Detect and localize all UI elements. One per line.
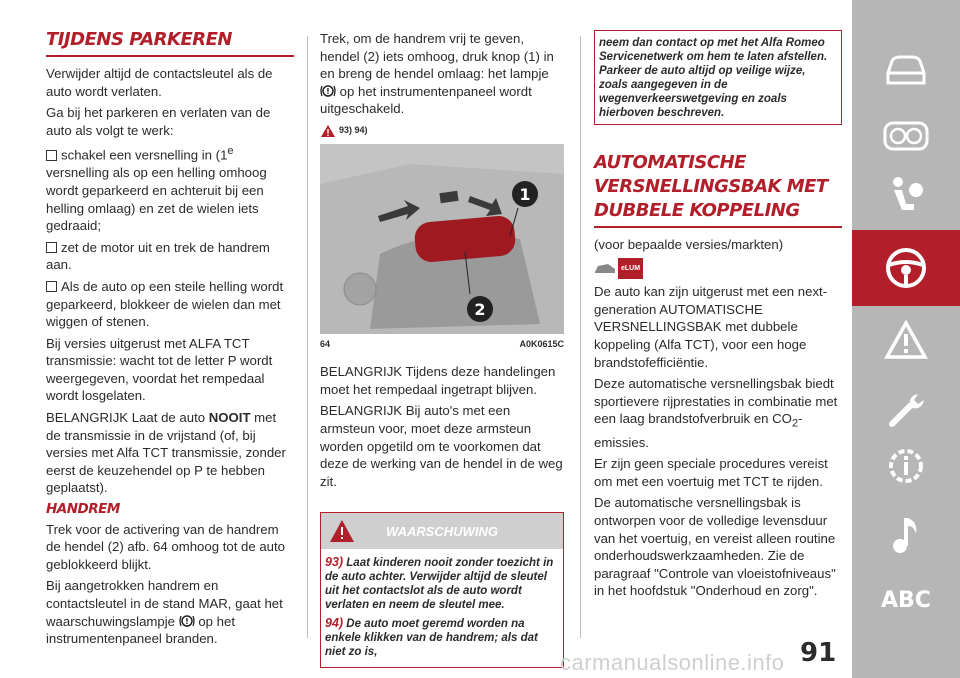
column-middle xyxy=(320,30,564,668)
warning-box xyxy=(320,512,564,668)
warning-reference: 93) 94) xyxy=(320,122,564,140)
bullet-box-icon xyxy=(46,150,57,161)
warning-item: 93) Laat kinderen nooit zonder toezicht in de auto achter. Verwijder altijd de sleutel uit het contactslot als de auto wordt verlaten en neem de sleutel mee. xyxy=(325,555,554,612)
figure-caption xyxy=(320,336,564,354)
paragraph: BELANGRIJK Laat de auto NOOIT met de transmissie in de vrijstand (of, bij versies met Alfa TCT transmissie, zonder eerst de keuzehendel op P te hebben geplaatst). xyxy=(46,410,286,496)
figure-number: 64 xyxy=(320,338,331,349)
sidebar-item-maintenance[interactable] xyxy=(852,428,960,504)
paragraph: Er zijn geen speciale procedures vereist om met een voertuig met TCT te rijden. xyxy=(594,456,828,489)
paragraph: Trek, om de handrem vrij te geven, hendel (2) iets omhoog, druk knop (1) in en breng de hendel omlaag: het lampje ! op het instrumentenpaneel wordt uitgeschakeld. xyxy=(320,31,554,117)
index-abc-label: ABC xyxy=(881,587,931,613)
sidebar-item-vehicle[interactable] xyxy=(852,32,960,108)
music-note-icon xyxy=(886,512,926,556)
warning-item: 94) De auto moet geremd worden na enkele klikken van de handrem; als dat niet zo is, xyxy=(325,616,538,659)
steering-wheel-icon xyxy=(883,245,929,291)
column-divider xyxy=(580,36,581,638)
instrument-panel-icon xyxy=(882,120,930,152)
handbrake-figure xyxy=(320,144,564,334)
sidebar-item-driving[interactable] xyxy=(852,230,960,306)
warning-triangle-icon xyxy=(329,519,355,543)
svg-text:!: ! xyxy=(184,616,189,626)
wrench-icon xyxy=(884,388,928,432)
section-title-automatic-gearbox: AUTOMATISCHE VERSNELLINGSBAK MET DUBBELE KOPPELING xyxy=(594,151,842,228)
page-number: 91 xyxy=(800,638,837,668)
paragraph: Trek voor de activering van de handrem de hendel (2) afb. 64 omhoog tot de auto geblokkeerd blijkt. xyxy=(46,521,286,572)
brake-warning-lamp-icon xyxy=(320,84,336,98)
column-left xyxy=(46,30,294,652)
paragraph: De automatische versnellingsbak is ontworpen voor de volledige levensduur van het voertuig, en vereist alleen routine onderhoudswerkzaamheden. Zie de paragraaf "Controle van vloeistofniveaus" in het hoofdstuk "Onderhoud en zorg". xyxy=(594,495,836,599)
handbrake-illustration xyxy=(320,144,564,334)
paragraph: Bij aangetrokken handrem en contactsleutel in de stand MAR, gaat het waarschuwingslampje ! op het instrumentenpaneel branden. xyxy=(46,578,283,647)
airbag-seat-icon xyxy=(884,174,928,218)
bullet-box-icon xyxy=(46,281,57,292)
paragraph: (voor bepaalde versies/markten) xyxy=(594,237,784,252)
brake-warning-lamp-icon xyxy=(179,614,195,628)
paragraph: BELANGRIJK Bij auto's met een armsteun voor, moet deze armsteun worden opgetild om te voorkomen dat deze de werking van de hendel in de weg zit. xyxy=(320,403,563,489)
chapter-sidebar xyxy=(852,0,960,678)
subsection-title-handbrake: HANDREM xyxy=(46,501,120,518)
sidebar-item-index[interactable] xyxy=(852,562,960,638)
sidebar-item-multimedia[interactable] xyxy=(852,496,960,572)
warning-header xyxy=(321,513,563,549)
paragraph: Ga bij het parkeren en verlaten van de auto als volgt te werk: xyxy=(46,105,271,138)
section-title-parking: TIJDENS PARKEREN xyxy=(46,30,294,57)
bullet-box-icon xyxy=(46,242,57,253)
bullet-item: zet de motor uit en trek de handrem aan. xyxy=(46,239,270,273)
column-right xyxy=(594,30,842,604)
paragraph: BELANGRIJK Tijdens deze handelingen moet het rempedaal ingetrapt blijven. xyxy=(320,364,556,397)
sidebar-item-safety[interactable] xyxy=(852,158,960,234)
callout-label-2: 2 xyxy=(474,299,486,319)
warning-triangle-icon xyxy=(320,124,336,138)
car-icon xyxy=(594,260,616,276)
market-badges xyxy=(594,258,842,280)
warning-continuation-box: neem dan contact op met het Alfa Romeo Servicenetwerk om hem te laten afstellen. Parkeer de auto altijd op veilige wijze, zoals aangegeven in de wegenverkeerswetgeving en zoals hierboven beschreven. xyxy=(594,30,842,125)
sidebar-item-warnings[interactable] xyxy=(852,302,960,378)
paragraph: De auto kan zijn uitgerust met een next-generation AUTOMATISCHE VERSNELLINGSBAK met dubbele koppeling (Alfa TCT), voor een hoge brandstofefficiëntie. xyxy=(594,284,828,370)
warning-title: WAARSCHUWING xyxy=(386,523,498,539)
paragraph: Bij versies uitgerust met ALFA TCT transmissie: wacht tot de letter P wordt weergegeven, voordat het rempedaal wordt losgelaten. xyxy=(46,335,273,404)
paragraph: Verwijder altijd de contactsleutel als de auto wordt verlaten. xyxy=(46,66,273,99)
watermark: carmanualsonline.info xyxy=(560,650,785,675)
service-gear-icon xyxy=(884,444,928,488)
paragraph: Deze automatische versnellingsbak biedt sportievere rijprestaties in combinatie met een laag brandstofverbruik en $CO_2$-emissies. xyxy=(594,376,838,450)
svg-text:!: ! xyxy=(326,86,330,96)
warning-triangle-icon xyxy=(884,320,928,360)
callout-label-1: 1 xyxy=(519,184,531,204)
bullet-item: Als de auto op een steile helling wordt geparkeerd, blokkeer de wielen dan met wiggen of stenen. xyxy=(46,278,284,330)
figure-code: A0K0615C xyxy=(519,338,564,349)
warning-body xyxy=(321,549,563,667)
column-divider xyxy=(307,36,308,638)
car-front-icon xyxy=(882,53,930,87)
bullet-item: schakel een versnelling in (1e versnelling als op een helling omhoog wordt geparkeerd en achteruit bij een helling omlaag) en zet de wielen iets gedraaid; xyxy=(46,145,267,234)
elum-badge: eLUM xyxy=(618,258,643,280)
